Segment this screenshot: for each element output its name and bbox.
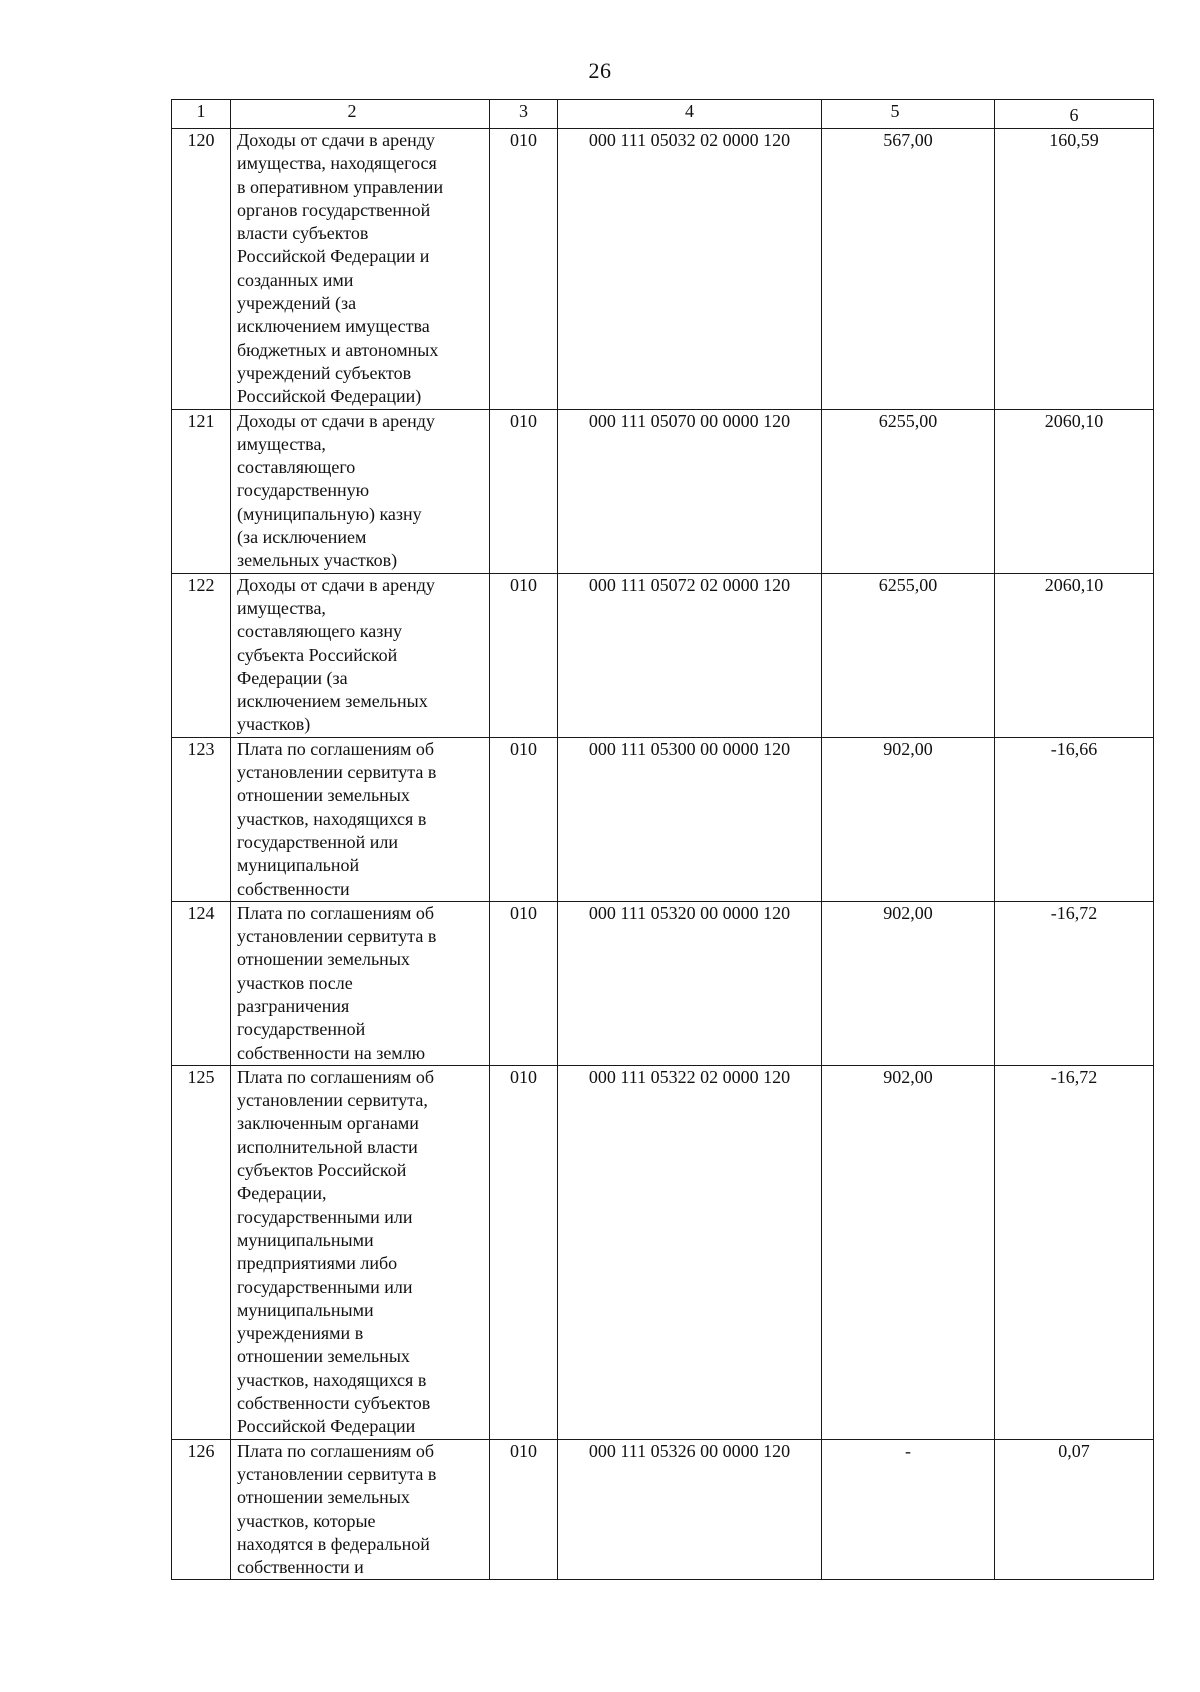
description-line: власти субъектов [237,223,369,244]
description-line: Российской Федерации и [237,246,430,267]
table-row [172,573,1154,737]
description-line: субъекта Российской [237,644,398,665]
planned-amount-cell: 6255,00 [822,409,995,573]
description-line: в оперативном управлении [237,176,444,197]
description-line: имущества, [237,597,326,618]
description-line: Доходы от сдачи в аренду [237,574,435,595]
description-line: участков после [237,972,353,993]
row-number-cell: 126 [172,1439,231,1580]
executed-amount-cell: -16,66 [995,737,1154,901]
header-cell-6: 6 [995,100,1154,129]
description-line: муниципальными [237,1299,374,1320]
budget-code-cell: 000 111 05070 00 0000 120 [558,409,822,573]
admin-code-cell: 010 [490,901,558,1065]
description-line: муниципальными [237,1229,374,1250]
description-line: Плата по соглашениям об [237,1440,435,1461]
description-line: предприятиями либо [237,1253,398,1274]
description-line: государственную [237,480,370,501]
description-line: установлении сервитута в [237,1463,437,1484]
admin-code-cell: 010 [490,1065,558,1439]
budget-code-cell: 000 111 05072 02 0000 120 [558,573,822,737]
description-line: созданных ими [237,269,354,290]
header-cell-1: 1 [172,100,231,129]
description-line: составляющего [237,457,356,478]
description-line: государственной или [237,831,399,852]
executed-amount-cell: 160,59 [995,129,1154,410]
header-cell-4: 4 [558,100,822,129]
admin-code-cell: 010 [490,737,558,901]
planned-amount-cell: 567,00 [822,129,995,410]
table-row [172,901,1154,1065]
admin-code-cell: 010 [490,573,558,737]
description-line: собственности субъектов [237,1393,431,1414]
description-line: Доходы от сдачи в аренду [237,410,435,431]
description-line: земельных участков) [237,550,398,571]
description-line: исключением имущества [237,316,430,337]
description-line: Российской Федерации [237,1416,416,1437]
description-line: Плата по соглашениям об [237,738,435,759]
description-line: Федерации, [237,1183,327,1204]
description-line: Федерации (за [237,667,348,688]
description-line: участков, находящихся в [237,808,427,829]
description-line: установлении сервитута в [237,926,437,947]
description-line: государственными или [237,1276,413,1297]
description-line: (за исключением [237,527,367,548]
header-cell-5: 5 [822,100,995,129]
executed-amount-cell: 0,07 [995,1439,1154,1580]
table-row [172,737,1154,901]
revenue-table [171,99,1154,1580]
description-line: субъектов Российской [237,1160,407,1181]
budget-code-cell: 000 111 05300 00 0000 120 [558,737,822,901]
description-line: находятся в федеральной [237,1533,430,1554]
budget-code-cell: 000 111 05322 02 0000 120 [558,1065,822,1439]
executed-amount-cell: -16,72 [995,1065,1154,1439]
table-body [172,129,1154,1580]
description-line: отношении земельных [237,1346,410,1367]
description-line: собственности на землю [237,1042,426,1063]
description-line: Плата по соглашениям об [237,1066,435,1087]
description-line: Российской Федерации) [237,386,422,407]
description-line: отношении земельных [237,785,410,806]
description-line: участков) [237,714,311,735]
description-line: исполнительной власти [237,1136,418,1157]
description-line: государственными или [237,1206,413,1227]
description-cell [231,1439,490,1580]
planned-amount-cell: 902,00 [822,901,995,1065]
description-line: отношении земельных [237,949,410,970]
budget-code-cell: 000 111 05032 02 0000 120 [558,129,822,410]
table-row [172,1065,1154,1439]
planned-amount-cell: 902,00 [822,737,995,901]
description-line: исключением земельных [237,691,428,712]
row-number-cell: 122 [172,573,231,737]
admin-code-cell: 010 [490,129,558,410]
description-line: участков, находящихся в [237,1369,427,1390]
description-line: отношении земельных [237,1487,410,1508]
executed-amount-cell: -16,72 [995,901,1154,1065]
description-line: имущества, находящегося [237,153,437,174]
budget-code-cell: 000 111 05320 00 0000 120 [558,901,822,1065]
description-line: бюджетных и автономных [237,339,439,360]
description-line: установлении сервитута, [237,1090,428,1111]
description-line: учреждений (за [237,293,357,314]
planned-amount-cell: 6255,00 [822,573,995,737]
table-row [172,409,1154,573]
description-cell [231,901,490,1065]
header-cell-2: 2 [231,100,490,129]
table-row [172,1439,1154,1580]
table-row [172,129,1154,410]
description-line: заключенным органами [237,1113,419,1134]
description-cell [231,737,490,901]
executed-amount-cell: 2060,10 [995,573,1154,737]
description-line: установлении сервитута в [237,762,437,783]
row-number-cell: 121 [172,409,231,573]
description-cell [231,409,490,573]
row-number-cell: 123 [172,737,231,901]
description-line: участков, которые [237,1510,376,1531]
description-line: Плата по соглашениям об [237,902,435,923]
description-line: учреждений субъектов [237,362,412,383]
description-line: государственной [237,1019,366,1040]
description-line: разграничения [237,995,350,1016]
description-line: имущества, [237,433,326,454]
page-number: 26 [588,58,612,83]
description-line: Доходы от сдачи в аренду [237,130,435,150]
description-line: (муниципальную) казну [237,503,422,524]
header-row [172,100,1154,129]
description-cell [231,129,490,410]
row-number-cell: 120 [172,129,231,410]
admin-code-cell: 010 [490,409,558,573]
description-line: органов государственной [237,199,431,220]
row-number-cell: 124 [172,901,231,1065]
header-cell-3: 3 [490,100,558,129]
description-line: учреждениями в [237,1323,364,1344]
planned-amount-cell: - [822,1439,995,1580]
revenue-table-container [171,99,1153,1580]
description-line: собственности и [237,1557,364,1578]
description-line: составляющего казну [237,621,402,642]
planned-amount-cell: 902,00 [822,1065,995,1439]
description-line: собственности [237,878,350,899]
description-cell [231,1065,490,1439]
row-number-cell: 125 [172,1065,231,1439]
description-line: муниципальной [237,855,360,876]
budget-code-cell: 000 111 05326 00 0000 120 [558,1439,822,1580]
executed-amount-cell: 2060,10 [995,409,1154,573]
admin-code-cell: 010 [490,1439,558,1580]
description-cell [231,573,490,737]
